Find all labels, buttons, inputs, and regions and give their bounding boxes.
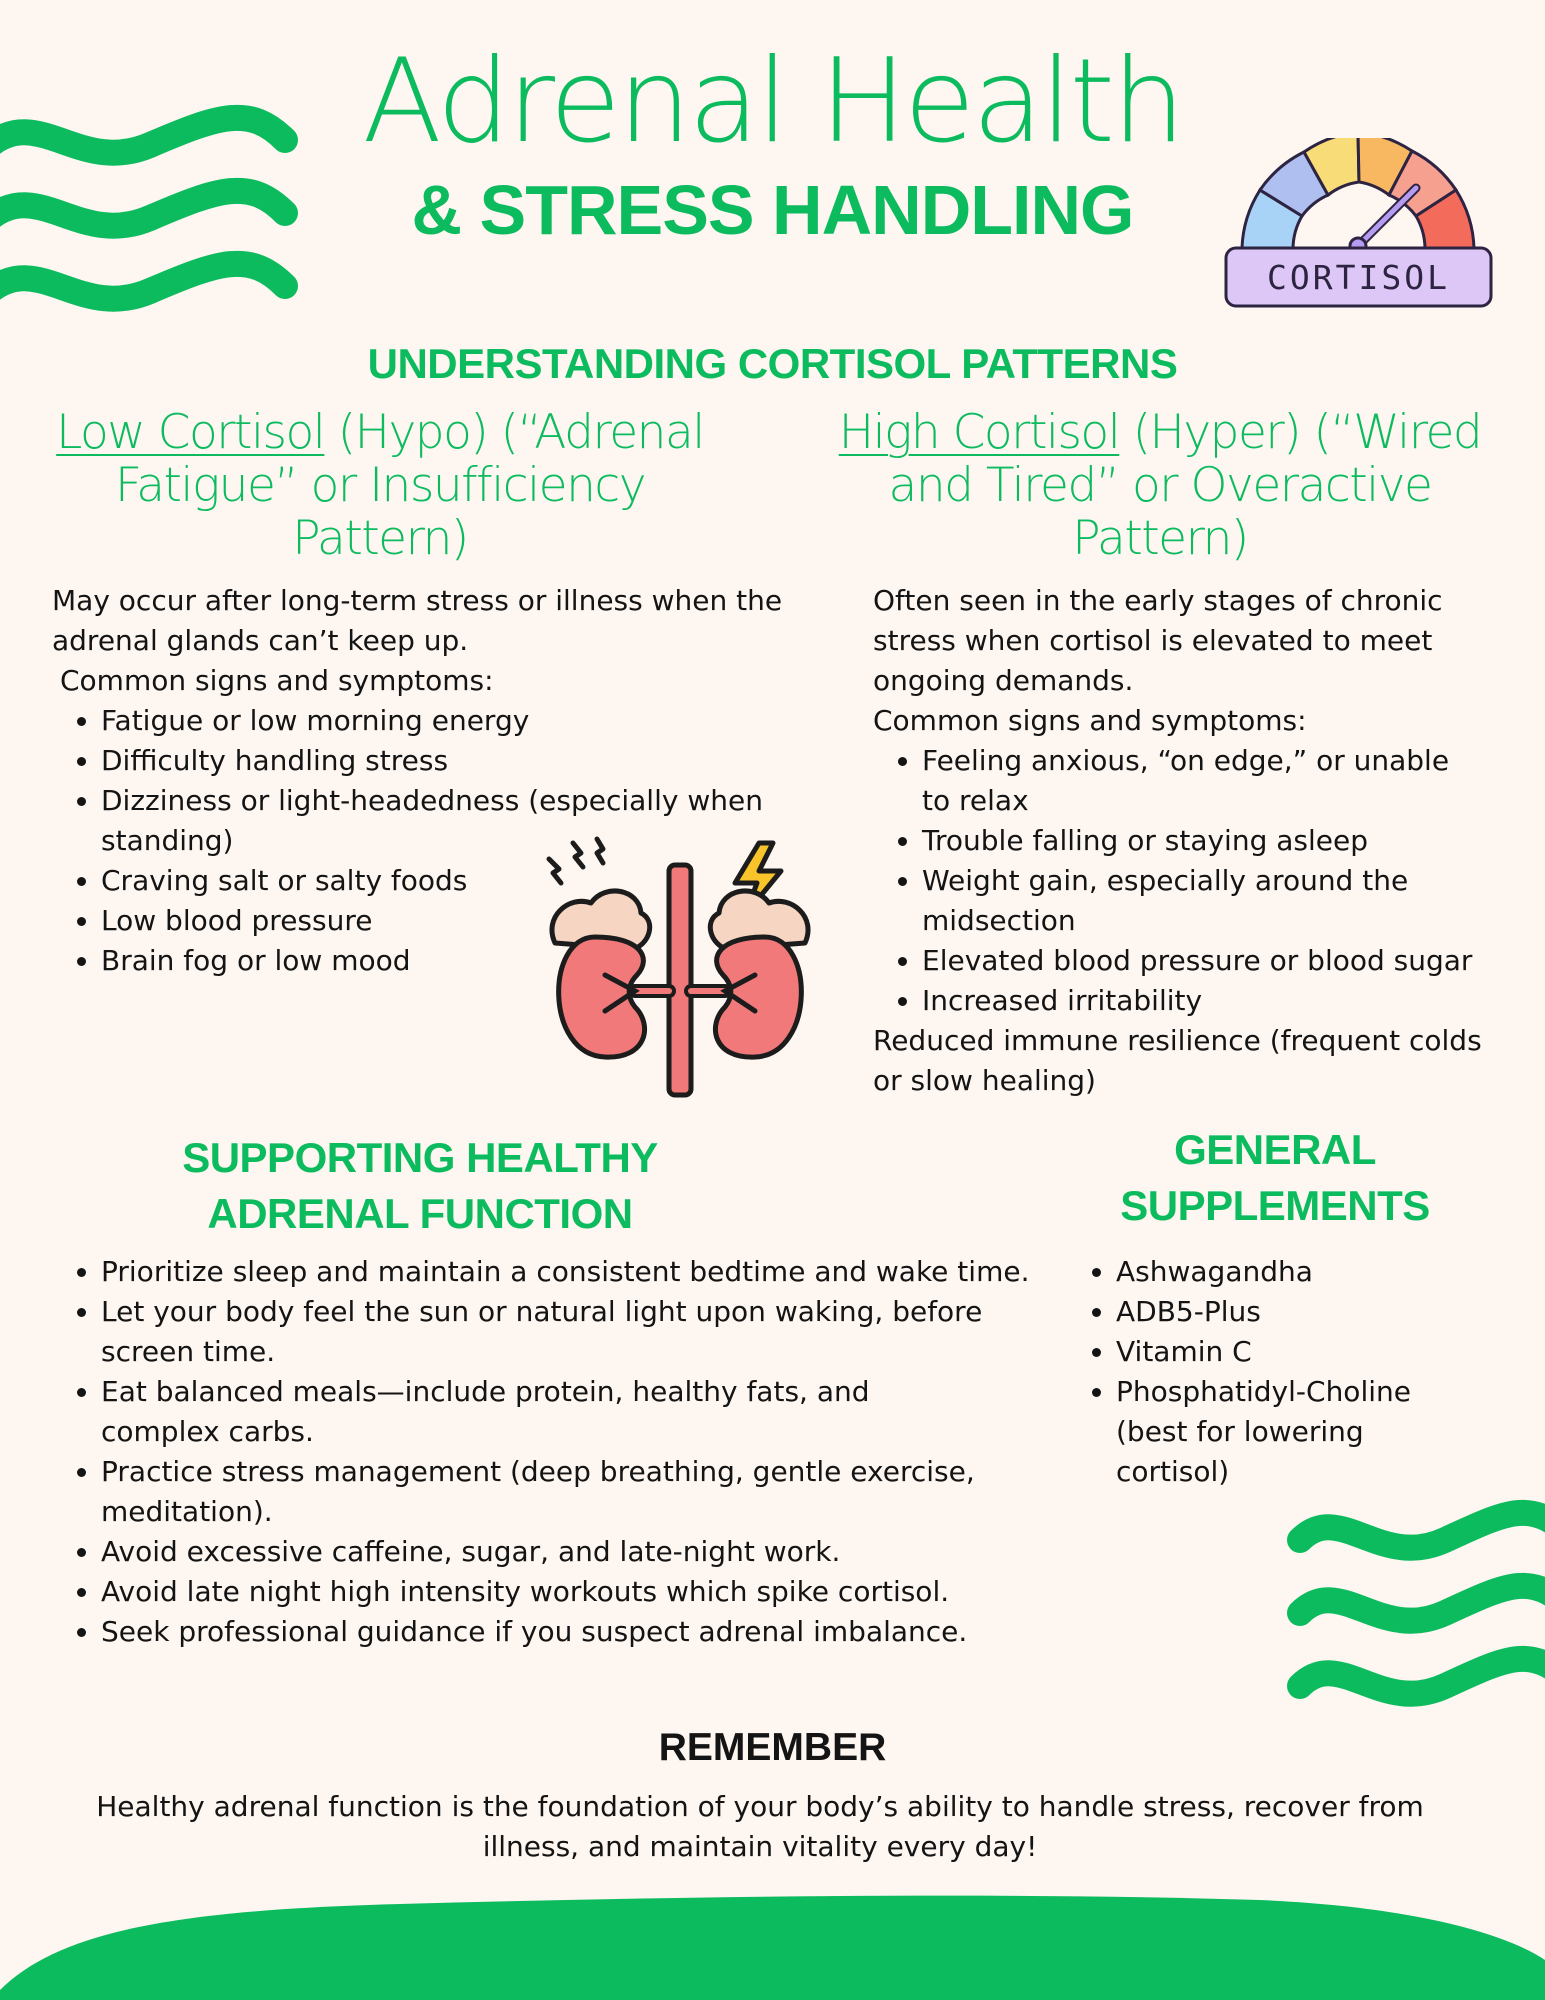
high-cortisol-signs-label: Common signs and symptoms: <box>873 704 1307 737</box>
high-cortisol-title-rest: (Hyper) (“Wired and Tired” or Overactive Pattern) <box>888 405 1482 566</box>
supplements-heading <box>1060 1122 1490 1234</box>
high-cortisol-title <box>820 406 1500 565</box>
list-item: • Craving salt or salty foods <box>101 861 852 901</box>
list-item: • Brain fog or low mood <box>101 941 852 981</box>
supplements-list <box>1067 1252 1467 1492</box>
kidneys-stress-icon <box>535 825 825 1100</box>
high-cortisol-extra: Reduced immune resilience (frequent colds or slow healing) <box>873 1024 1482 1097</box>
low-cortisol-title <box>40 406 720 565</box>
list-item: • Seek professional guidance if you suspect adrenal imbalance. <box>101 1612 1052 1652</box>
low-cortisol-title-underlined: Low Cortisol <box>56 405 325 460</box>
list-item: • Feeling anxious, “on edge,” or unable to relax <box>922 741 1482 821</box>
support-list <box>52 1252 1052 1652</box>
supplements-heading-line2: SUPPLEMENTS <box>1120 1182 1430 1229</box>
low-cortisol-signs-label: Common signs and symptoms: <box>60 664 494 697</box>
page-title: Adrenal Health <box>362 34 1183 169</box>
list-item: • Dizziness or light-headedness (especially when standing) <box>101 781 821 861</box>
list-item: • Trouble falling or staying asleep <box>922 821 1523 861</box>
cortisol-gauge-icon <box>1222 138 1497 310</box>
support-heading-line1: SUPPORTING HEALTHY <box>182 1134 658 1181</box>
gauge-label: CORTISOL <box>1267 258 1450 297</box>
list-item: • Practice stress management (deep breathing, gentle exercise, meditation). <box>101 1452 1061 1532</box>
list-item: • ADB5-Plus <box>1116 1292 1467 1332</box>
list-item: • Prioritize sleep and maintain a consistent bedtime and wake time. <box>101 1252 1041 1292</box>
list-item: • Weight gain, especially around the midsection <box>922 861 1482 941</box>
patterns-heading: UNDERSTANDING CORTISOL PATTERNS <box>367 340 1178 387</box>
list-item: • Difficulty handling stress <box>101 741 852 781</box>
high-cortisol-title-underlined: High Cortisol <box>838 405 1120 460</box>
wave-decoration-bottom-right <box>1280 1495 1545 1715</box>
list-item: • Phosphatidyl-Choline (best for lowering cortisol) <box>1116 1372 1416 1492</box>
low-cortisol-intro: May occur after long-term stress or illness when the adrenal glands can’t keep up. <box>52 584 783 657</box>
list-item: • Ashwagandha <box>1116 1252 1467 1292</box>
remember-text: Healthy adrenal function is the foundation of your body’s ability to handle stress, recover from illness, and maintain vitality every day! <box>96 1790 1424 1863</box>
support-section <box>52 1252 1052 1652</box>
support-heading-line2: ADRENAL FUNCTION <box>207 1190 633 1237</box>
high-cortisol-signs-list <box>873 741 1523 1021</box>
remember-heading: REMEMBER <box>658 1726 887 1769</box>
list-item: • Elevated blood pressure or blood sugar <box>922 941 1523 981</box>
list-item: • Low blood pressure <box>101 901 852 941</box>
page-subtitle: & STRESS HANDLING <box>411 171 1134 249</box>
list-item: • Increased irritability <box>922 981 1523 1021</box>
list-item: • Fatigue or low morning energy <box>101 701 852 741</box>
supplements-section <box>1067 1252 1467 1492</box>
list-item: • Vitamin C <box>1116 1332 1467 1372</box>
low-cortisol-title-rest: (Hypo) (“Adrenal Fatigue” or Insufficiency Pattern) <box>114 405 704 566</box>
list-item: • Eat balanced meals—include protein, healthy fats, and complex carbs. <box>101 1372 921 1452</box>
list-item: • Avoid late night high intensity workouts which spike cortisol. <box>101 1572 1052 1612</box>
supplements-heading-line1: GENERAL <box>1174 1126 1376 1173</box>
high-cortisol-section <box>873 581 1523 1101</box>
list-item: • Let your body feel the sun or natural light upon waking, before screen time. <box>101 1292 1041 1372</box>
support-heading <box>100 1130 740 1242</box>
high-cortisol-intro: Often seen in the early stages of chronic stress when cortisol is elevated to meet ongoing demands. <box>873 584 1443 697</box>
bottom-green-blob <box>0 1890 1545 2000</box>
list-item: • Avoid excessive caffeine, sugar, and late-night work. <box>101 1532 1052 1572</box>
